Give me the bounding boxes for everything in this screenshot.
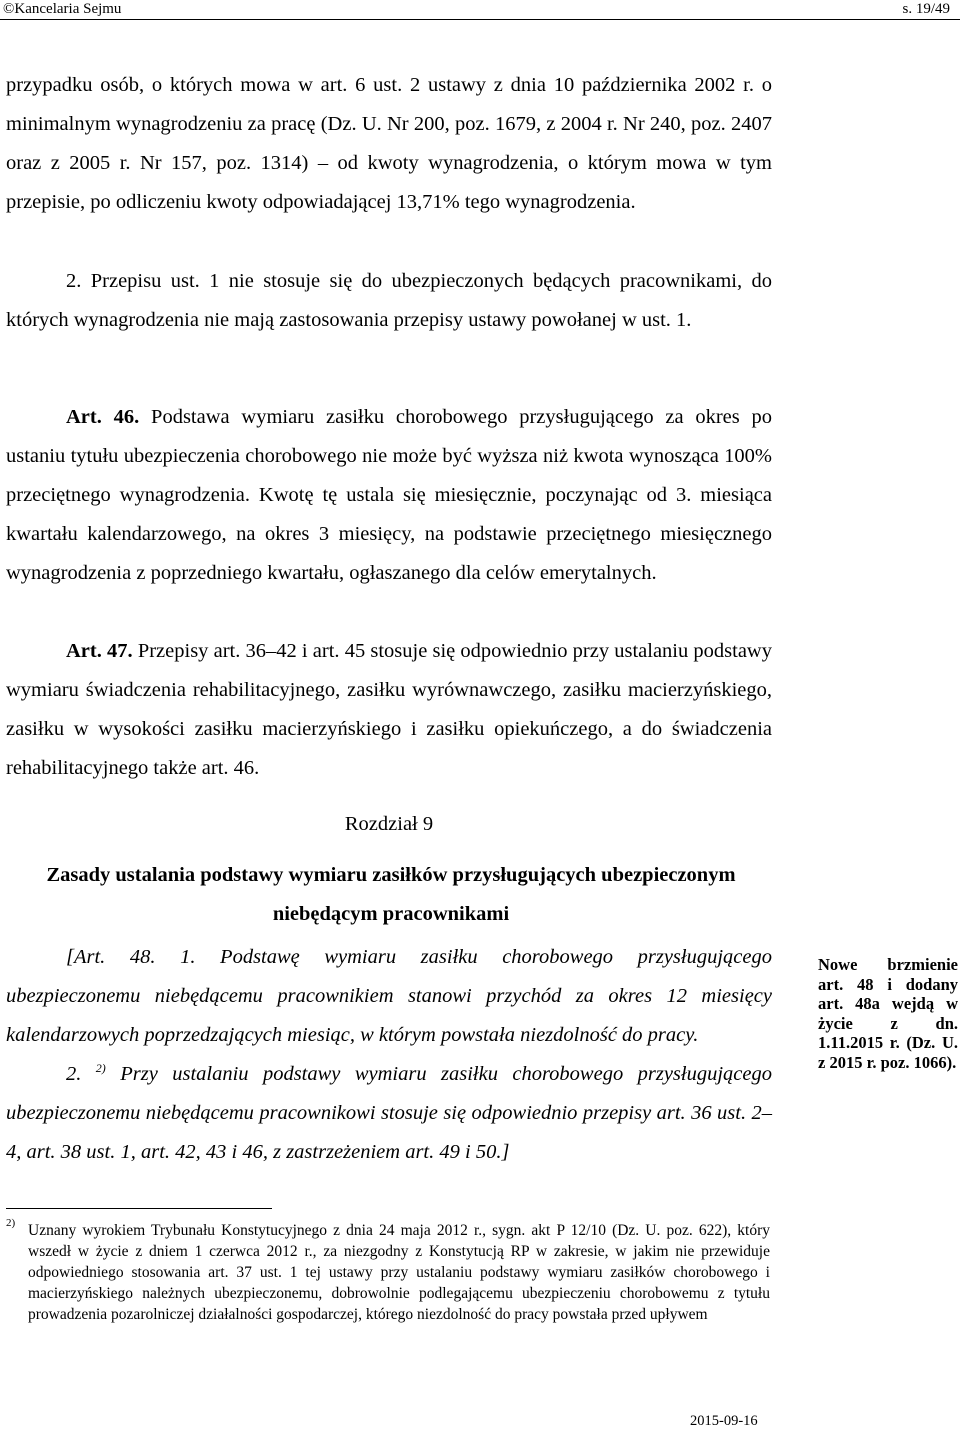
article-48-ust-2-text: Przy ustalaniu podstawy wymiaru zasiłku chorobowego przysługującego ubezpieczonemu niebędącemu pracownikowi stosuje się odpowiednio przepisy art. 36 ust. 2–4, art. 38 ust. 1, art. 42, 43 i 46, z zastrzeżeniem art. 49 i 50.]	[6, 1063, 772, 1163]
article-47	[6, 632, 772, 788]
paragraph-continuation-text: przypadku osób, o których mowa w art. 6 ust. 2 ustawy z dnia 10 października 2002 r. o minimalnym wynagrodzeniu za pracę (Dz. U. Nr 200, poz. 1679, z 2004 r. Nr 240, poz. 2407 oraz z 2005 r. Nr 157, poz. 1314) – od kwoty wynagrodzenia, o którym mowa w tym przepisie, po odliczeniu kwoty odpowiadającej 13,71% tego wynagrodzenia.	[6, 74, 772, 213]
article-48-ust-2-number: 2.	[66, 1063, 82, 1085]
paragraph-ust-2	[6, 262, 772, 340]
footnote-separator	[6, 1208, 272, 1209]
article-47-text: Przepisy art. 36–42 i art. 45 stosuje się odpowiednio przy ustalaniu podstawy wymiaru świadczenia rehabilitacyjnego, zasiłku wyrównawczego, zasiłku macierzyńskiego, zasiłku w wysokości zasiłku macierzyńskiego i zasiłku opiekuńczego, a do świadczenia rehabilitacyjnego także art. 46.	[6, 640, 772, 779]
article-48-ust-1	[6, 938, 772, 1055]
footer-date: 2015-09-16	[690, 1413, 758, 1429]
footnote	[6, 1217, 770, 1325]
paragraph-continuation	[6, 66, 772, 222]
article-46	[6, 398, 772, 593]
article-46-label: Art. 46.	[66, 406, 140, 428]
chapter-title: Zasady ustalania podstawy wymiaru zasiłków przysługujących ubezpieczonym niebędącym pracownikami	[46, 864, 736, 925]
header-page-number: s. 19/49	[902, 1, 950, 17]
article-48-label: [Art. 48. 1.	[66, 946, 196, 968]
chapter-number: Rozdział 9	[344, 813, 434, 835]
footnote-mark: 2)	[6, 1217, 16, 1229]
footnote-reference[interactable]: 2)	[95, 1061, 106, 1075]
footnote-text: Uznany wyrokiem Trybunału Konstytucyjnego z dnia 24 maja 2012 r., sygn. akt P 12/10 (Dz. U. poz. 622), który wszedł w życie z dniem 1 czerwca 2012 r., za niezgodny z Konstytucją RP w zakresie, w jakim nie przewiduje odpowiedniego stosowania art. 37 ust. 1 tej ustawy przy ustalaniu podstawy wymiaru zasiłków chorobowego i macierzyńskiego należnych ubezpieczonemu, dobrowolnie podlegającemu ubezpieczeniu chorobowemu z tytułu prowadzenia pozarolniczej działalności gospodarczej, którego niezdolność do pracy powstała przed upływem	[28, 1222, 770, 1323]
header-source: ©Kancelaria Sejmu	[3, 1, 122, 17]
article-46-text: Podstawa wymiaru zasiłku chorobowego przysługującego za okres po ustaniu tytułu ubezpieczenia chorobowego nie może być wyższa niż kwota wynosząca 100% przeciętnego wynagrodzenia. Kwotę tę ustala się miesięcznie, poczynając od 3. miesiąca kwartału kalendarzowego, na okres 3 miesięcy, na podstawie przeciętnego miesięcznego wynagrodzenia z poprzedniego kwartału, ogłaszanego dla celów emerytalnych.	[6, 406, 772, 584]
paragraph-ust-2-text: 2. Przepisu ust. 1 nie stosuje się do ubezpieczonych będących pracownikami, do których wynagrodzenia nie mają zastosowania przepisy ustawy powołanej w ust. 1.	[6, 270, 772, 331]
margin-note: Nowe brzmienie art. 48 i dodany art. 48a wejdą w życie z dn. 1.11.2015 r. (Dz. U. z 2015 r. poz. 1066).	[818, 955, 958, 1072]
article-48-ust-1-text: Podstawę wymiaru zasiłku chorobowego przysługującego ubezpieczonemu niebędącemu pracownikiem stanowi przychód za okres 12 miesięcy kalendarzowych poprzedzających miesiąc, w którym powstała niezdolność do pracy.	[6, 946, 772, 1046]
article-47-label: Art. 47.	[66, 640, 133, 662]
header-rule	[0, 19, 960, 20]
article-48-ust-2	[6, 1055, 772, 1172]
